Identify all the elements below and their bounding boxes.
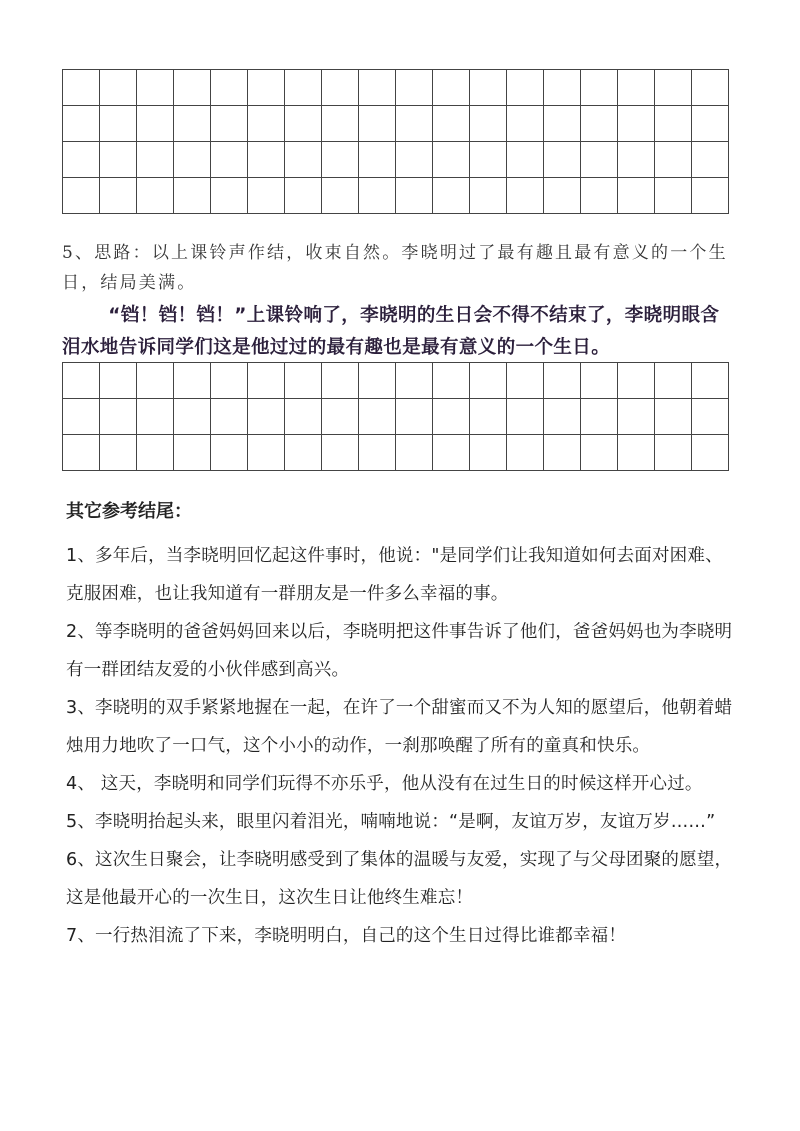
grid-cell [581, 142, 618, 178]
grid-cell [507, 435, 544, 471]
grid-cell [285, 435, 322, 471]
grid-cell [655, 70, 692, 106]
grid-cell [137, 399, 174, 435]
grid-cell [137, 435, 174, 471]
grid-cell [322, 142, 359, 178]
alt-ending-item: 3、李晓明的双手紧紧地握在一起，在许了一个甜蜜而又不为人知的愿望后，他朝着蜡烛用力地吹了一口气，这个小小的动作，一刹那唤醒了所有的童真和快乐。 [66, 698, 733, 756]
grid-cell [248, 435, 285, 471]
tip-note-5: 5、思路：以上课铃声作结，收束自然。李晓明过了最有趣且最有意义的一个生日，结局美满。 [62, 243, 728, 293]
grid-cell [63, 435, 100, 471]
grid-cell [581, 399, 618, 435]
grid-cell [322, 70, 359, 106]
alt-ending-item: 1、多年后，当李晓明回忆起这件事时，他说："是同学们让我知道如何去面对困难、克服困难，也让我知道有一群朋友是一件多么幸福的事。 [66, 546, 723, 604]
grid-cell [174, 399, 211, 435]
grid-cell [396, 142, 433, 178]
grid-cell [211, 70, 248, 106]
grid-cell [248, 178, 285, 214]
grid-row [63, 363, 729, 399]
grid-cell [137, 178, 174, 214]
grid-cell [174, 363, 211, 399]
grid-cell [692, 142, 729, 178]
grid-cell [470, 178, 507, 214]
grid-cell [692, 178, 729, 214]
grid-cell [211, 363, 248, 399]
grid-cell [322, 178, 359, 214]
grid-cell [433, 142, 470, 178]
grid-cell [544, 106, 581, 142]
grid-cell [248, 399, 285, 435]
grid-cell [359, 399, 396, 435]
grid-cell [211, 435, 248, 471]
grid-row [63, 178, 729, 214]
grid-row [63, 399, 729, 435]
grid-cell [359, 142, 396, 178]
grid-cell [396, 435, 433, 471]
grid-cell [359, 106, 396, 142]
grid-cell [544, 363, 581, 399]
grid-row [63, 106, 729, 142]
grid-cell [581, 435, 618, 471]
grid-cell [692, 106, 729, 142]
grid-cell [137, 363, 174, 399]
grid-cell [433, 70, 470, 106]
grid-cell [692, 70, 729, 106]
writing-grid-top [62, 69, 729, 214]
grid-cell [544, 399, 581, 435]
grid-cell [137, 142, 174, 178]
grid-row [63, 435, 729, 471]
grid-cell [63, 70, 100, 106]
grid-cell [544, 142, 581, 178]
grid-cell [285, 106, 322, 142]
grid-cell [100, 142, 137, 178]
grid-cell [507, 399, 544, 435]
grid-cell [174, 178, 211, 214]
grid-cell [174, 70, 211, 106]
grid-cell [470, 363, 507, 399]
grid-cell [100, 399, 137, 435]
grid-cell [63, 106, 100, 142]
grid-cell [211, 142, 248, 178]
grid-cell [692, 363, 729, 399]
grid-cell [581, 363, 618, 399]
grid-cell [655, 178, 692, 214]
grid-cell [211, 178, 248, 214]
grid-cell [692, 399, 729, 435]
grid-cell [248, 363, 285, 399]
grid-cell [618, 70, 655, 106]
grid-cell [100, 363, 137, 399]
grid-cell [100, 435, 137, 471]
grid-cell [285, 178, 322, 214]
alt-endings-list [66, 537, 740, 955]
grid-cell [618, 363, 655, 399]
alt-ending-item: 2、等李晓明的爸爸妈妈回来以后，李晓明把这件事告诉了他们，爸爸妈妈也为李晓明有一群团结友爱的小伙伴感到高兴。 [66, 622, 733, 680]
grid-cell [544, 435, 581, 471]
grid-cell [285, 363, 322, 399]
grid-cell [359, 435, 396, 471]
grid-cell [655, 435, 692, 471]
grid-cell [359, 178, 396, 214]
grid-cell [174, 142, 211, 178]
grid-cell [470, 106, 507, 142]
alt-ending-item: 7、一行热泪流了下来，李晓明明白，自己的这个生日过得比谁都幸福！ [66, 926, 627, 946]
grid-cell [433, 363, 470, 399]
grid-cell [396, 106, 433, 142]
grid-cell [470, 435, 507, 471]
grid-cell [322, 399, 359, 435]
grid-cell [618, 435, 655, 471]
grid-cell [285, 70, 322, 106]
grid-cell [359, 363, 396, 399]
grid-cell [396, 363, 433, 399]
grid-cell [581, 70, 618, 106]
grid-cell [322, 363, 359, 399]
grid-cell [507, 178, 544, 214]
grid-cell [618, 142, 655, 178]
grid-cell [618, 399, 655, 435]
grid-cell [507, 106, 544, 142]
grid-cell [322, 435, 359, 471]
grid-cell [63, 363, 100, 399]
grid-cell [211, 106, 248, 142]
grid-cell [507, 142, 544, 178]
grid-cell [433, 399, 470, 435]
grid-cell [359, 70, 396, 106]
grid-cell [285, 142, 322, 178]
grid-cell [100, 178, 137, 214]
grid-row [63, 70, 729, 106]
grid-cell [433, 106, 470, 142]
writing-grid-bottom [62, 362, 729, 471]
grid-cell [248, 70, 285, 106]
grid-cell [655, 363, 692, 399]
grid-cell [507, 70, 544, 106]
grid-cell [285, 399, 322, 435]
grid-cell [174, 106, 211, 142]
grid-cell [433, 435, 470, 471]
grid-cell [63, 399, 100, 435]
grid-cell [655, 106, 692, 142]
grid-cell [544, 70, 581, 106]
sample-ending-text: “铛！铛！铛！”上课铃响了，李晓明的生日会不得不结束了，李晓明眼含泪水地告诉同学们这是他过过的最有趣也是最有意义的一个生日。 [62, 305, 720, 358]
alt-endings-title: 其它参考结尾： [66, 501, 192, 522]
grid-cell [581, 178, 618, 214]
grid-cell [655, 142, 692, 178]
grid-cell [470, 142, 507, 178]
alt-ending-item: 6、这次生日聚会，让李晓明感受到了集体的温暖与友爱，实现了与父母团聚的愿望，这是他最开心的一次生日，这次生日让他终生难忘！ [66, 850, 733, 908]
grid-cell [100, 106, 137, 142]
grid-cell [248, 106, 285, 142]
grid-cell [433, 178, 470, 214]
grid-row [63, 142, 729, 178]
grid-cell [396, 70, 433, 106]
grid-cell [174, 435, 211, 471]
grid-cell [100, 70, 137, 106]
grid-cell [63, 178, 100, 214]
grid-cell [396, 178, 433, 214]
grid-cell [322, 106, 359, 142]
grid-cell [544, 178, 581, 214]
grid-cell [137, 70, 174, 106]
grid-cell [248, 142, 285, 178]
grid-cell [396, 399, 433, 435]
grid-cell [618, 178, 655, 214]
grid-cell [655, 399, 692, 435]
grid-cell [618, 106, 655, 142]
grid-cell [507, 363, 544, 399]
grid-cell [470, 399, 507, 435]
grid-cell [581, 106, 618, 142]
grid-cell [211, 399, 248, 435]
alt-ending-item: 5、李晓明抬起头来，眼里闪着泪光，喃喃地说：“是啊，友谊万岁，友谊万岁……” [66, 812, 716, 832]
grid-cell [470, 70, 507, 106]
grid-cell [63, 142, 100, 178]
alt-ending-item: 4、 这天，李晓明和同学们玩得不亦乐乎，他从没有在过生日的时候这样开心过。 [66, 774, 703, 794]
grid-cell [692, 435, 729, 471]
grid-cell [137, 106, 174, 142]
